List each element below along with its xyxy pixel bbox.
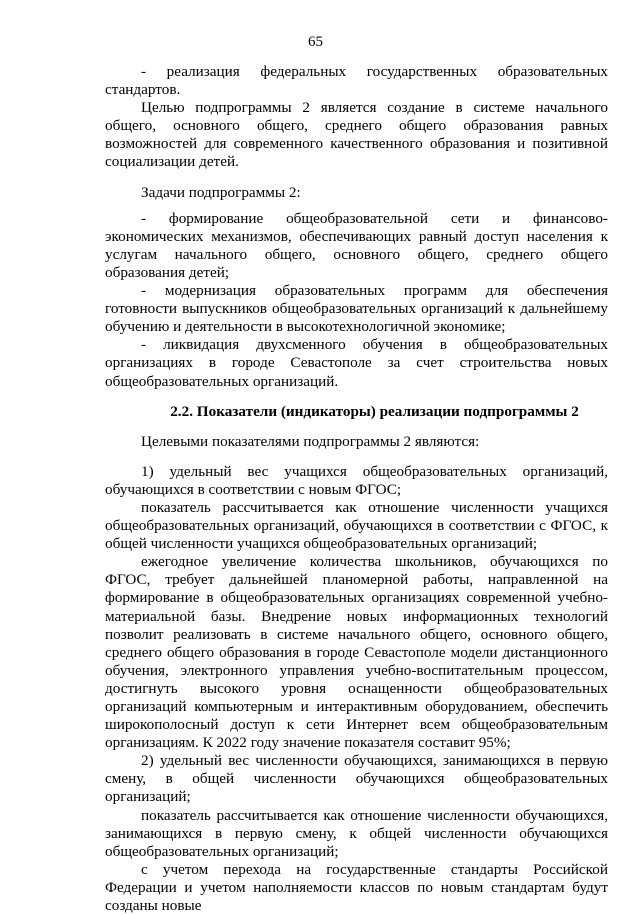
indicator-paragraph: ежегодное увеличение количества школьников, обучающихся по ФГОС, требует дальнейшей планомерной работы, направленной на формирование в общеобразовательных организациях современной учебно-материальной базы. Внедрение новых информационных технологий позволит реализовать в системе начального общего, основного общего, среднего общего образования в городе Севастополе модели дистанционного обучения, электронного управления учебно-воспитательным процессом, достигнуть высокого уровня оснащенности общеобразовательных организаций компьютерным и интерактивным оборудованием, обеспечить широкополосный доступ к сети Интернет всем общеобразовательным организациям. К 2022 году значение показателя составит 95%; <box>105 553 608 752</box>
indicator-item: 2) удельный вес численности обучающихся, занимающихся в первую смену, в общей численности обучающихся общеобразовательных организаций; <box>105 752 608 806</box>
document-body <box>105 63 608 915</box>
indicators-intro: Целевыми показателями подпрограммы 2 являются: <box>141 432 480 450</box>
task-item: - ликвидация двухсменного обучения в общеобразовательных организациях в городе Севастополе за счет строительства новых общеобразовательных организаций. <box>105 336 608 390</box>
section-heading: 2.2. Показатели (индикаторы) реализации подпрограммы 2 <box>170 402 579 420</box>
indicator-paragraph: показатель рассчитывается как отношение численности обучающихся, занимающихся в первую смену, к общей численности обучающихся общеобразовательных организаций; <box>105 806 608 860</box>
task-item: - модернизация образовательных программ для обеспечения готовности выпускников общеобразовательных организаций к дальнейшему обучению и деятельности в высокотехнологичной экономике; <box>105 282 608 336</box>
task-item: - формирование общеобразовательной сети и финансово-экономических механизмов, обеспечивающих равный доступ населения к услугам начального общего, основного общего, среднего общего образования детей; <box>105 209 608 281</box>
indicator-item: 1) удельный вес учащихся общеобразовательных организаций, обучающихся в соответствии с новым ФГОС; <box>105 462 608 498</box>
indicator-paragraph: показатель рассчитывается как отношение численности учащихся общеобразовательных организаций, обучающихся в соответствии с ФГОС, к общей численности учащихся общеобразовательных организаций; <box>105 498 608 553</box>
indicator-paragraph: с учетом перехода на государственные стандарты Российской Федерации и учетом наполняемости классов по новым стандартам будут созданы новые <box>105 860 608 915</box>
tasks-intro: Задачи подпрограммы 2: <box>141 183 301 201</box>
page-number: 65 <box>308 34 323 50</box>
paragraph: - реализация федеральных государственных образовательных стандартов. <box>105 63 608 99</box>
paragraph: Целью подпрограммы 2 является создание в системе начального общего, основного общего, среднего общего образования равных возможностей для современного качественного образования и позитивной социализации детей. <box>105 99 608 171</box>
